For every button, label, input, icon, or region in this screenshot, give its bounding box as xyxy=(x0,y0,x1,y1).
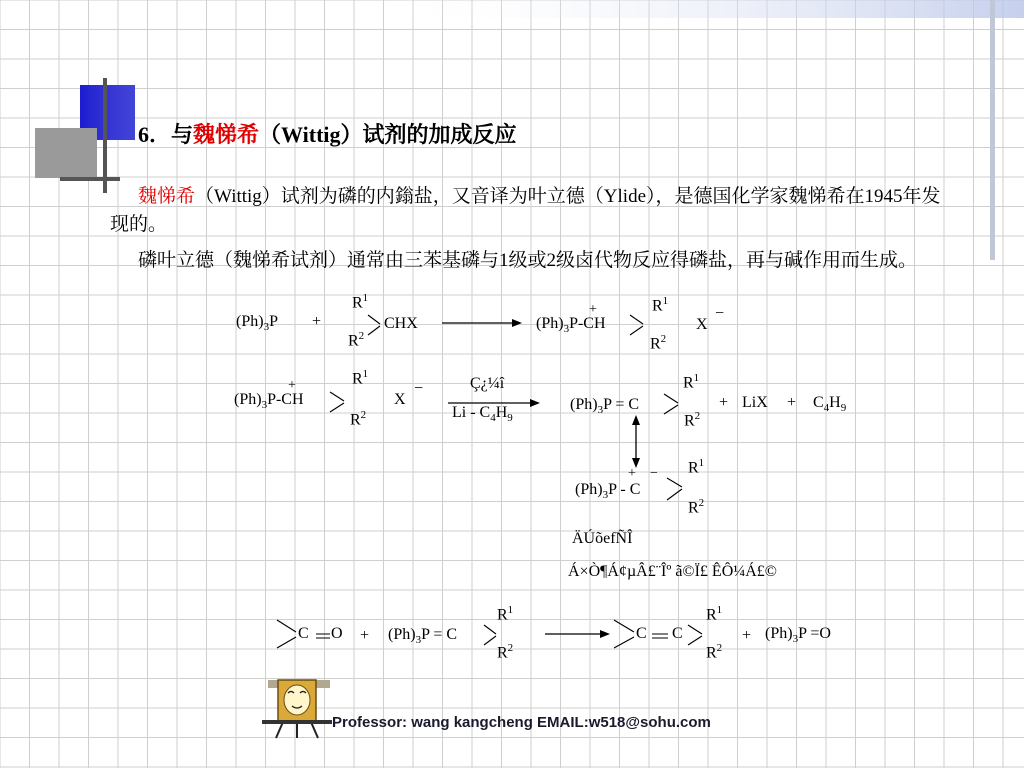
rxn1-anion-charge: − xyxy=(715,305,725,322)
rxn2-product-r2: $R^2$ xyxy=(684,410,701,430)
rxn2-plus-1: + xyxy=(719,394,729,411)
ylide-resonance: $(Ph)_3P$ - C xyxy=(575,481,641,502)
rxn2-r2: $R^2$ xyxy=(350,409,367,429)
para1-highlight: 魏悌希 xyxy=(138,186,196,207)
rxn3-ylide: $(Ph)_3P = C$ xyxy=(388,626,458,647)
footer-credit: Professor: wang kangcheng EMAIL:w518@sohu.com xyxy=(332,714,711,731)
rxn2-anion-charge: − xyxy=(414,380,424,397)
rxn1-r1: $R^1$ xyxy=(352,292,369,312)
garbled-label-1: ÄÚõefÑÎ xyxy=(572,530,633,547)
rxn1-chx: CHX xyxy=(384,315,418,332)
rxn3-carbonyl-o: O xyxy=(331,625,343,642)
rxn2-charge: + xyxy=(288,378,296,393)
paragraph-preparation: 磷叶立德（魏悌希试剂）通常由三苯基磷与1级或2级卤代物反应得磷盐，再与碱作用而生成。 xyxy=(138,250,918,271)
rxn2-product-r1: $R^1$ xyxy=(683,372,700,392)
paragraph-intro xyxy=(110,183,956,239)
para1-rest: （Wittig）试剂为磷的内鎓盐，又音译为叶立德（Ylide），是德国化学家魏悌希在1945年发现的。 xyxy=(110,186,941,235)
rxn1-plus: + xyxy=(312,313,322,330)
rxn1-product-r2: $R^2$ xyxy=(650,333,667,353)
rxn3-alkene-c2: C xyxy=(672,625,683,642)
rxn2-reagent-garbled: Ç¿¼î xyxy=(470,375,505,392)
garbled-label-2: Á×Ò¶Á¢µÂ£¨Îº ã©Ï£ ÊÔ¼Á£© xyxy=(568,563,777,580)
rxn3-alkene-c1: C xyxy=(636,625,647,642)
rxn1-anion: X xyxy=(696,316,708,333)
ylide-r2: $R^2$ xyxy=(688,497,705,517)
rxn1-phosphonium-charge: + xyxy=(589,302,597,317)
rxn2-lix: LiX xyxy=(742,394,768,411)
ylide-plus-charge: + xyxy=(628,466,636,481)
rxn3-plus-2: + xyxy=(742,627,752,644)
slide-title xyxy=(138,118,517,149)
rxn3-plus-1: + xyxy=(360,627,370,644)
title-suffix: （Wittig）试剂的加成反应 xyxy=(259,122,517,147)
rxn3-product-r2: $R^2$ xyxy=(706,642,723,662)
rxn3-carbonyl-c: C xyxy=(298,625,309,642)
rxn2-ylide: $(Ph)_3P = C$ xyxy=(570,396,640,417)
ylide-r1: $R^1$ xyxy=(688,457,705,477)
gray-block xyxy=(35,128,97,178)
rxn3-product-r1: $R^1$ xyxy=(706,604,723,624)
rxn2-r1: $R^1$ xyxy=(352,368,369,388)
title-highlight: 魏悌希 xyxy=(193,122,260,147)
rxn1-r2: $R^2$ xyxy=(348,330,365,350)
rxn1-product-r1: $R^1$ xyxy=(652,295,669,315)
rxn2-butyllithium: Li - $C_4H_9$ xyxy=(452,404,513,425)
rxn2-butane: $C_4H_9$ xyxy=(813,394,847,415)
rxn3-phosphine-oxide: $(Ph)_3P =O$ xyxy=(765,625,831,646)
ylide-minus-charge: − xyxy=(650,466,658,481)
rxn2-phosphonium: $(Ph)_3P-CH$ xyxy=(234,391,304,412)
title-prefix: 6．与 xyxy=(138,122,194,147)
rxn1-phosphonium: $(Ph)_3P-CH$ xyxy=(536,315,606,336)
rxn2-plus-2: + xyxy=(787,394,797,411)
accent-bar-vertical xyxy=(103,78,107,193)
rxn1-triphenylphosphine: $(Ph)_3P$ xyxy=(236,313,278,334)
accent-bar-horizontal xyxy=(60,177,120,181)
rxn3-r1: $R^1$ xyxy=(497,604,514,624)
rxn3-r2: $R^2$ xyxy=(497,642,514,662)
rxn2-anion: X xyxy=(394,391,406,408)
